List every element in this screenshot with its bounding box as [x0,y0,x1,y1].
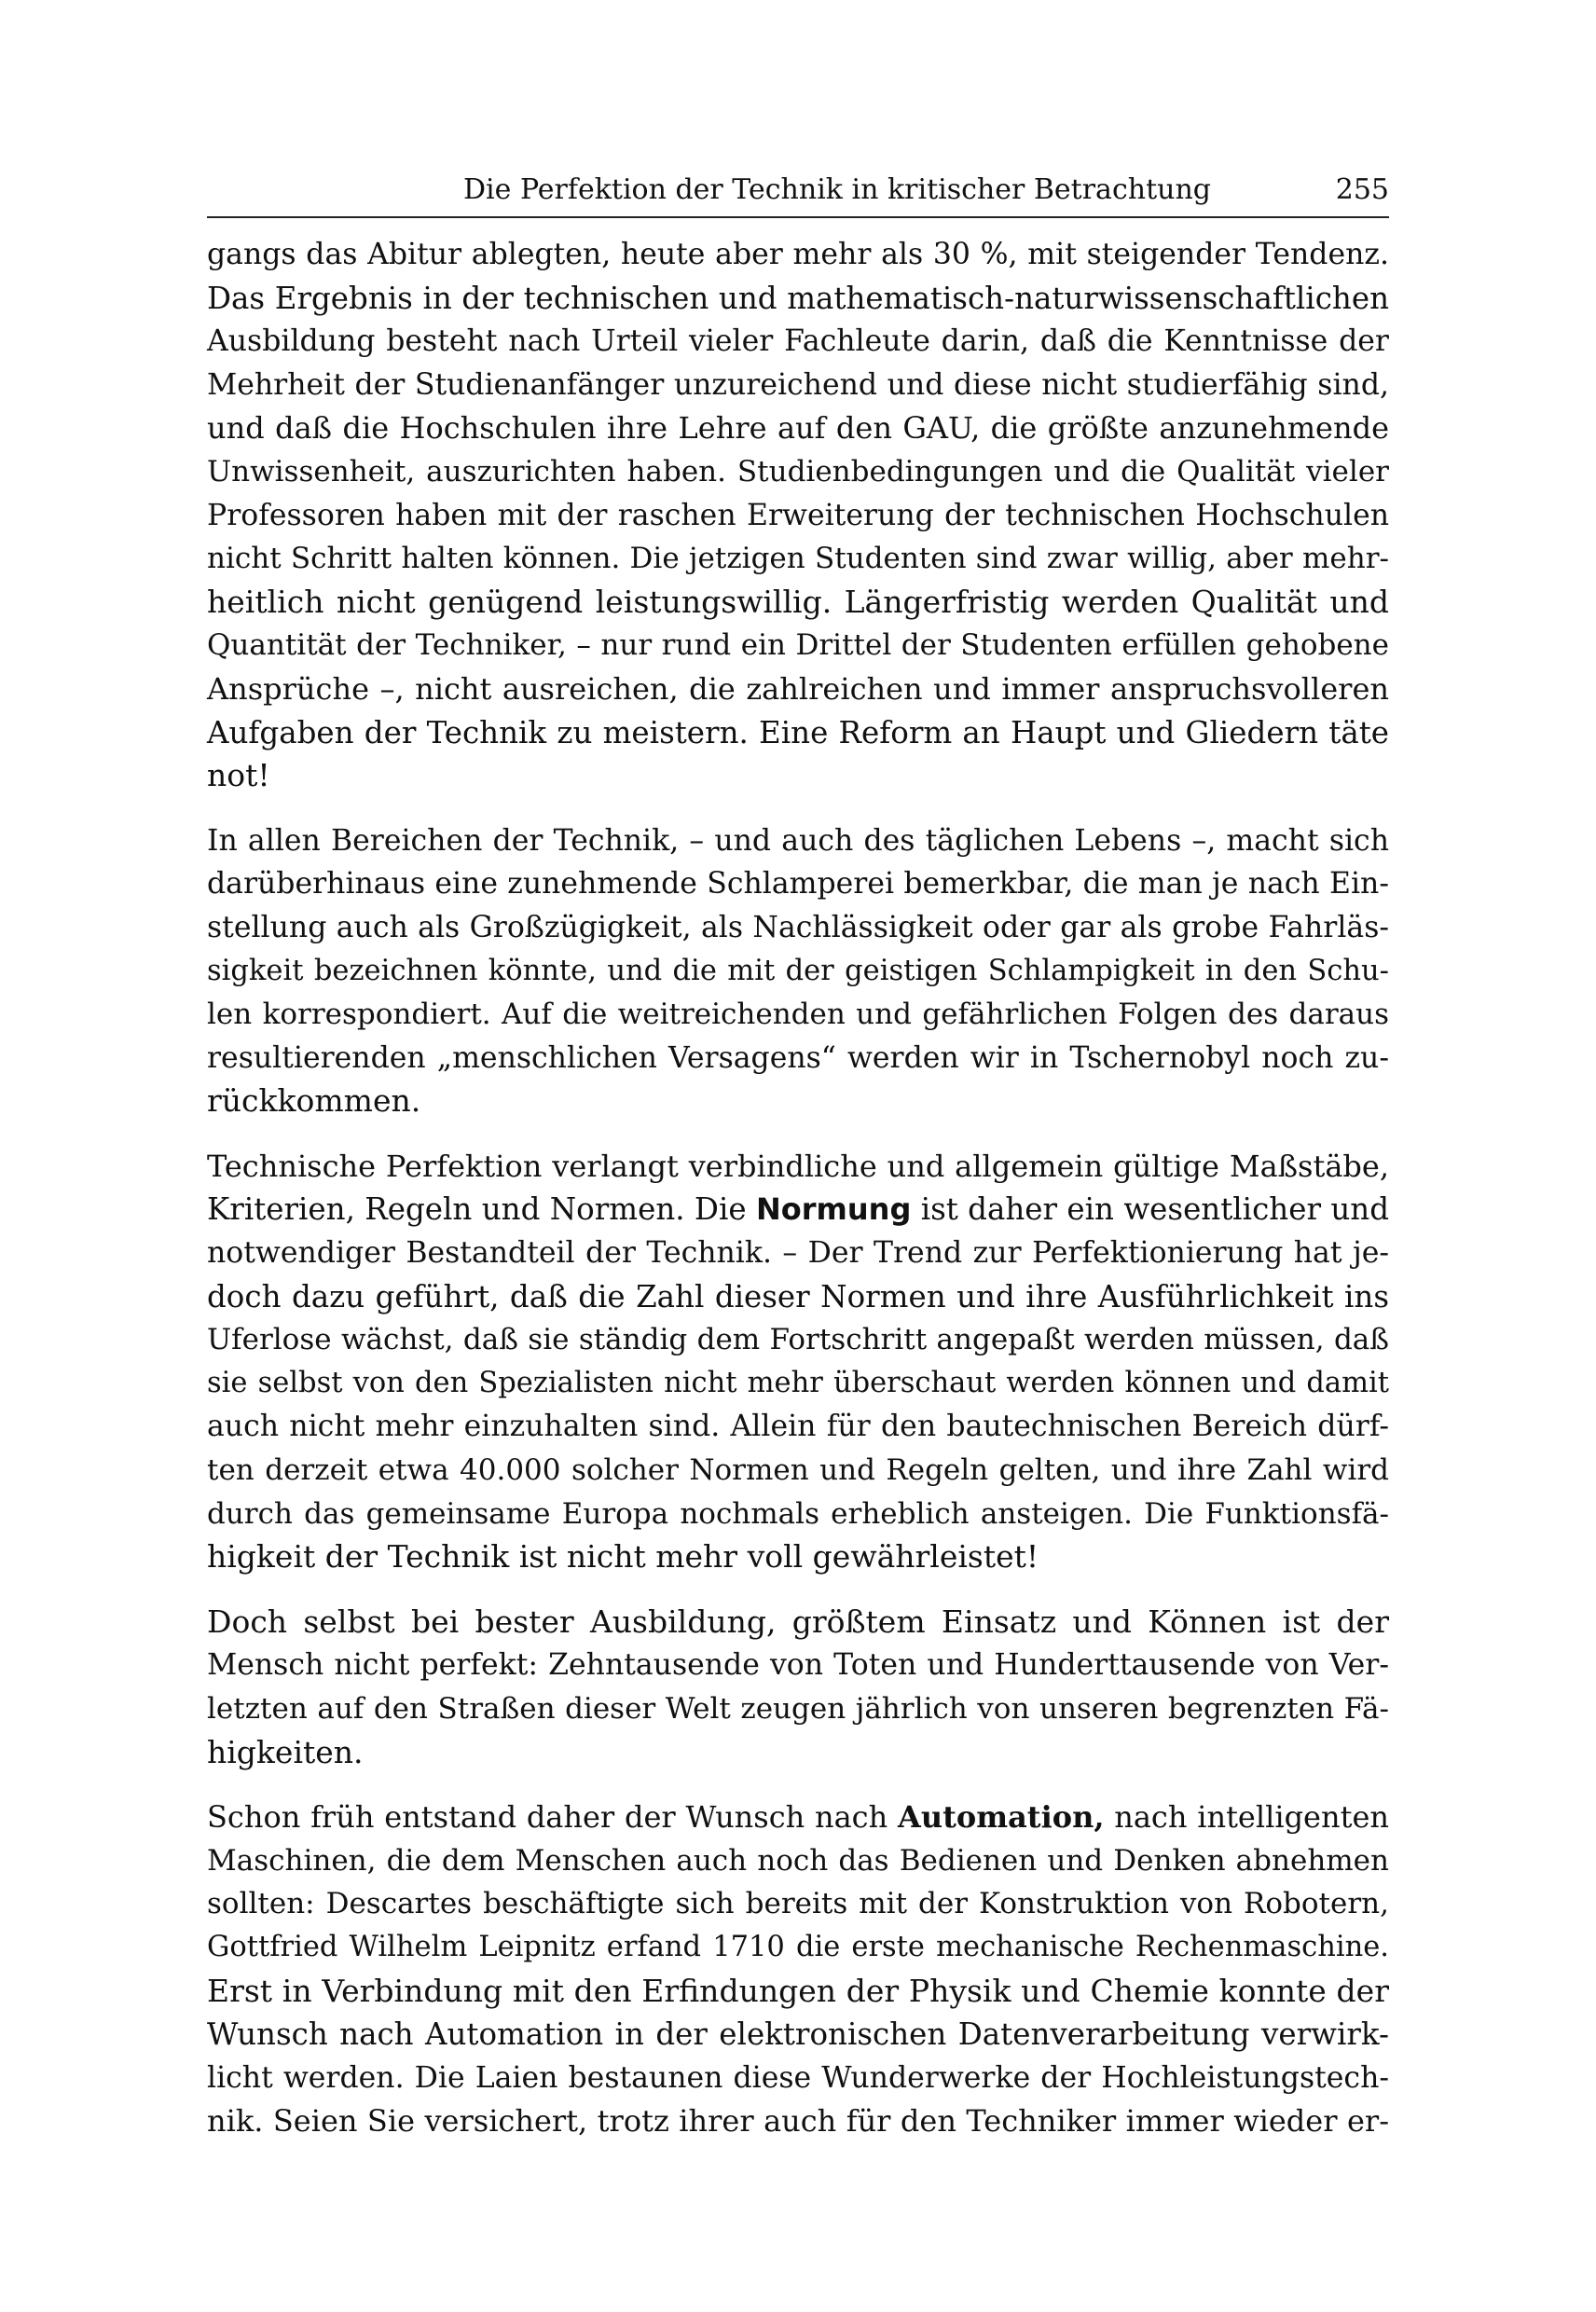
text-line: Technische Perfektion verlangt verbindliche und allgemein gültige Maßstäbe, [207,1148,1389,1184]
running-title: Die Perfektion der Technik in kritischer Betrachtung [463,173,1211,206]
text-line: und daß die Hochschulen ihre Lehre auf den GAU, die größte anzunehmende [207,410,1389,447]
text-line: Das Ergebnis in der technischen und mathematisch-naturwissenschaftlichen [207,280,1389,316]
text-line: not! [207,757,270,794]
text-line: sollten: Descartes beschäftigte sich bereits mit der Konstruktion von Robotern, [207,1887,1389,1921]
text-line: Ansprüche –, nicht ausreichen, die zahlreichen und immer anspruchsvolleren [207,670,1389,707]
text-line: higkeiten. [207,1733,364,1770]
text-line: stellung auch als Großzügigkeit, als Nachlässigkeit oder gar als grobe Fahrläs- [207,910,1389,944]
text-run: Schon früh entstand daher der Wunsch nach [207,1799,898,1836]
text-line: Maschinen, die dem Menschen auch noch das Bedienen und Denken abnehmen [207,1843,1389,1878]
text-line: Ausbildung besteht nach Urteil vieler Fachleute darin, daß die Kenntnisse der [207,324,1389,359]
emphasized-term: Automation, [897,1799,1105,1836]
book-page [207,168,1389,2275]
text-line: durch das gemeinsame Europa nochmals erheblich ansteigen. Die Funktionsfä- [207,1496,1389,1531]
text-line: Aufgaben der Technik zu meistern. Eine Reform an Haupt und Gliedern täte [207,714,1389,750]
text-line: notwendiger Bestandteil der Technik. – Der Trend zur Perfektionierung hat je- [207,1236,1389,1271]
text-line: Unwissenheit, auszurichten haben. Studienbedingungen und die Qualität vieler [207,454,1389,489]
text-line: nik. Seien Sie versichert, trotz ihrer auch für den Techniker immer wieder er- [207,2103,1389,2140]
text-line: Doch selbst bei bester Ausbildung, größtem Einsatz und Können ist der [207,1603,1389,1640]
paragraph [207,1796,1389,2143]
text-line [207,1796,1389,1839]
paragraph [207,1601,1389,1774]
text-line: Gottfried Wilhelm Leipnitz erfand 1710 die erste mechanische Rechenmaschine. [207,1930,1389,1963]
text-line: In allen Bereichen der Technik, – und auch des täglichen Lebens –, macht sich [207,823,1389,858]
text-line: gangs das Abitur ablegten, heute aber mehr als 30 %, mit steigender Tendenz. [207,238,1389,271]
text-line: Wunsch nach Automation in der elektronischen Datenverarbeitung verwirk- [207,2016,1389,2053]
paragraph [207,819,1389,1123]
emphasized-term: Normung [755,1191,912,1228]
text-line [207,1188,1389,1232]
text-line: ten derzeit etwa 40.000 solcher Normen und Regeln gelten, und ihre Zahl wird [207,1453,1389,1488]
text-line: sigkeit bezeichnen könnte, und die mit der geistigen Schlampigkeit in den Schu- [207,954,1389,987]
text-line: letzten auf den Straßen dieser Welt zeugen jährlich von unseren begrenzten Fä- [207,1692,1389,1726]
text-line: rückkommen. [207,1082,421,1120]
page-number: 255 [1335,173,1389,206]
text-line: licht werden. Die Laien bestaunen diese Wunderwerke der Hochleistungstech- [207,2060,1389,2095]
text-line: Mehrheit der Studienanfänger unzureichend und diese nicht studierfähig sind, [207,367,1389,402]
paragraph [207,233,1389,798]
text-line: nicht Schritt halten können. Die jetzigen Studenten sind zwar willig, aber mehr- [207,542,1389,576]
paragraph [207,1145,1389,1579]
text-run: Kriterien, Regeln und Normen. Die [207,1191,756,1228]
body-text [207,233,1389,2143]
text-run: nach intelligenten [1104,1799,1390,1836]
text-line: Erst in Verbindung mit den Erfindungen der Physik und Chemie konnte der [207,1972,1389,2009]
text-line: doch dazu geführt, daß die Zahl dieser Normen und ihre Ausführlichkeit ins [207,1278,1389,1314]
running-header [207,168,1389,218]
text-line: Quantität der Techniker, – nur rund ein Drittel der Studenten erfüllen gehobene [207,628,1389,663]
text-run: ist daher ein wesentlicher und [911,1191,1390,1228]
text-line: sie selbst von den Spezialisten nicht mehr überschaut werden können und damit [207,1366,1389,1399]
text-line: resultierenden „menschlichen Versagens“ werden wir in Tschernobyl noch zu- [207,1040,1389,1075]
text-line: Mensch nicht perfekt: Zehntausende von Toten und Hunderttausende von Ver- [207,1648,1389,1683]
text-line: Uferlose wächst, daß sie ständig dem Fortschritt angepaßt werden müssen, daß [207,1323,1389,1357]
text-line: len korrespondiert. Auf die weitreichenden und gefährlichen Folgen des daraus [207,998,1389,1032]
text-line: darüberhinaus eine zunehmende Schlamperei bemerkbar, die man je nach Ein- [207,867,1389,901]
text-line: heitlich nicht genügend leistungswillig. Längerfristig werden Qualität und [207,583,1389,620]
text-line: auch nicht mehr einzuhalten sind. Allein für den bautechnischen Bereich dürf- [207,1410,1389,1444]
text-line: Professoren haben mit der raschen Erweiterung der technischen Hochschulen [207,498,1389,532]
text-line: higkeit der Technik ist nicht mehr voll gewährleistet! [207,1538,1039,1576]
